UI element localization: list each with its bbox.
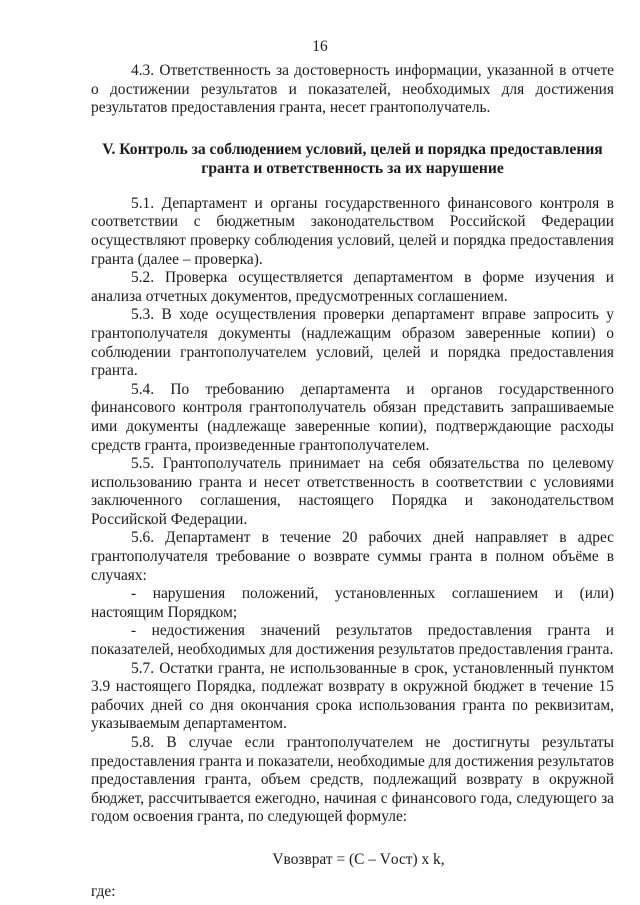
paragraph-5-5: 5.5. Грантополучатель принимает на себя обязательства по целевому использованию гранта и несет ответственность в соответствии с условиями заключенного соглашения, настоящего Порядка и законодательством Российской Федерации.: [91, 455, 614, 528]
where-label: где:: [91, 882, 116, 900]
list-item-non-achievement: - недостижения значений результатов предоставления гранта и показателей, необходимых для достижения результатов предоставления гранта.: [91, 622, 614, 659]
page-number: 16: [312, 38, 328, 55]
return-formula: Vвозврат = (С – Vост) x k,: [272, 850, 445, 868]
paragraph-4-3: 4.3. Ответственность за достоверность информации, указанной в отчете о достижении результатов и показателей, необходимых для достижения результатов предоставления гранта, несет грантополучатель.: [91, 62, 614, 117]
paragraph-5-4: 5.4. По требованию департамента и органов государственного финансового контроля грантополучатель обязан представить запрашиваемые ими документы (надлежаще заверенные копии), подтверждающие расходы средств гранта, произведенные грантополучателем.: [91, 380, 614, 454]
paragraph-5-8: 5.8. В случае если грантополучателем не достигнуты результаты предоставления гранта и показатели, необходимые для достижения результатов предоставления гранта, объем средств, подлежащий возврату в окружной бюджет, рассчитывается ежегодно, начиная с финансового года, следующего за годом освоения гранта, по следующей формуле:: [91, 734, 614, 826]
paragraph-5-6: 5.6. Департамент в течение 20 рабочих дней направляет в адрес грантополучателя требование о возврате суммы гранта в полном объёме в случаях:: [91, 529, 614, 584]
document-body: [91, 62, 614, 901]
paragraph-5-3: 5.3. В ходе осуществления проверки департамент вправе запросить у грантополучателя документы (надлежащим образом заверенные копии) о соблюдении грантополучателем условий, целей и порядка предоставления гранта.: [91, 306, 614, 380]
paragraph-5-1: 5.1. Департамент и органы государственного финансового контроля в соответствии с бюджетным законодательством Российской Федерации осуществляют проверку соблюдения условий, целей и порядка предоставления гранта (далее – проверка).: [91, 194, 614, 268]
paragraph-5-2: 5.2. Проверка осуществляется департаментом в форме изучения и анализа отчетных документов, предусмотренных соглашением.: [91, 269, 614, 305]
section-heading: V. Контроль за соблюдением условий, целей и порядка предоставления гранта и ответственность за их нарушение: [102, 140, 603, 177]
paragraph-5-7: 5.7. Остатки гранта, не использованные в срок, установленный пунктом 3.9 настоящего Порядка, подлежат возврату в окружной бюджет в течение 15 рабочих дней со дня окончания срока использования гранта по реквизитам, указываемым департаментом.: [91, 659, 614, 733]
list-item-violation: - нарушения положений, установленных соглашением и (или) настоящим Порядком;: [91, 585, 614, 621]
